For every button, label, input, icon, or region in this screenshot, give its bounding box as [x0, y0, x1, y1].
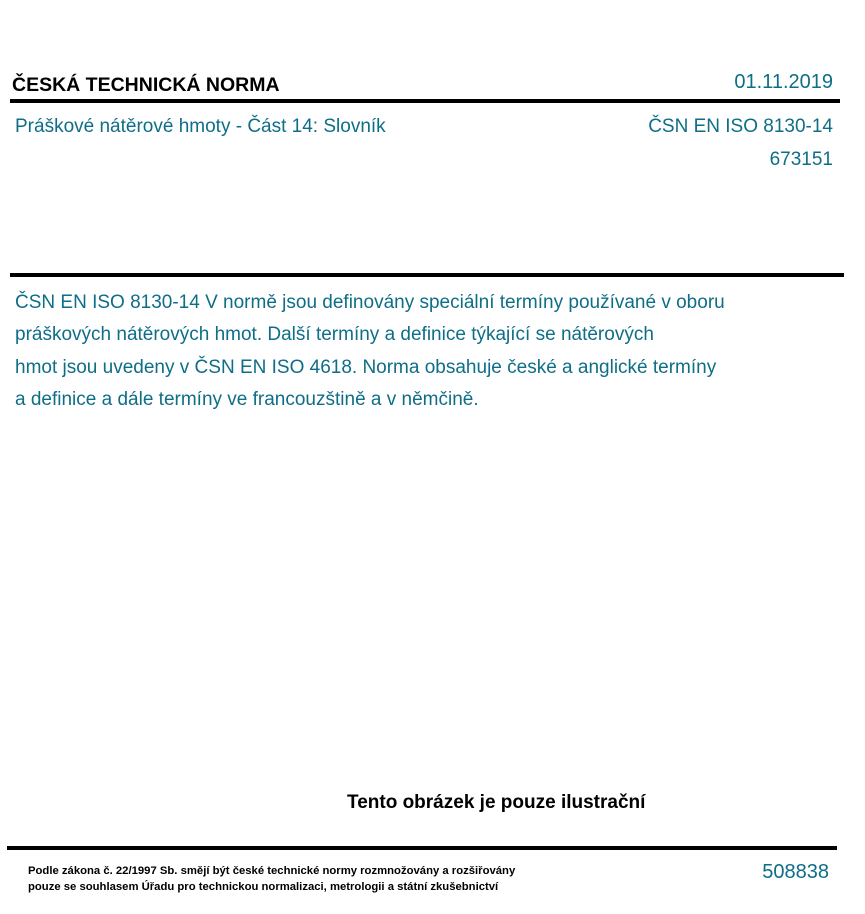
document-number: 508838	[762, 861, 829, 883]
abstract-line: hmot jsou uvedeny v ČSN EN ISO 4618. Norma obsahuje české a anglické termíny	[15, 356, 717, 378]
middle-divider	[10, 273, 844, 277]
abstract-paragraph	[15, 287, 835, 416]
abstract-line: práškových nátěrových hmot. Další termíny a definice týkající se nátěrových	[15, 324, 654, 346]
illustration-note: Tento obrázek je pouze ilustrační	[347, 792, 646, 813]
legal-line: pouze se souhlasem Úřadu pro technickou normalizaci, metrologii a státní zkušebnictví	[28, 881, 499, 893]
abstract-line: a definice a dále termíny ve francouzštině a v němčině.	[15, 388, 479, 410]
top-divider	[10, 99, 840, 103]
standard-class-number: 673151	[769, 149, 833, 170]
publication-date: 01.11.2019	[734, 71, 833, 93]
abstract-line: ČSN EN ISO 8130-14 V normě jsou definovány speciální termíny používané v oboru	[15, 292, 725, 313]
legal-notice	[28, 863, 515, 895]
standard-title: Práškové nátěrové hmoty - Část 14: Slovník	[15, 116, 386, 137]
standard-code: ČSN EN ISO 8130-14	[648, 116, 833, 137]
document-type-heading: ČESKÁ TECHNICKÁ NORMA	[12, 74, 280, 96]
bottom-divider	[7, 846, 837, 850]
legal-line: Podle zákona č. 22/1997 Sb. smějí být české technické normy rozmnožovány a rozšiřovány	[28, 865, 516, 877]
